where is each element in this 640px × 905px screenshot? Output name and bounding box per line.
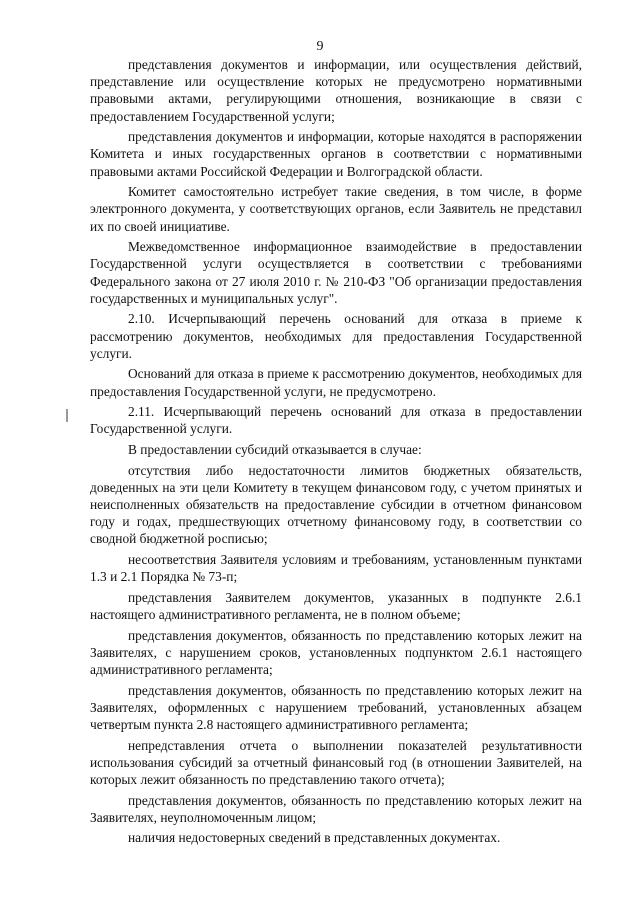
- paragraph-2: представления документов и информации, которые находятся в распоряжении Комитета и иных государственных органов в соответствии с нормативными правовыми актами Российской Федерации и Волгоградской области.: [90, 129, 582, 179]
- list-item-6: непредставления отчета о выполнении показателей результативности использования субсидий за отчетный финансовый год (в отношении Заявителей, на которых лежит обязанность по представлению такого отчета);: [90, 737, 582, 787]
- paragraph-3: Комитет самостоятельно истребует такие сведения, в том числе, в форме электронного документа, у соответствующих органов, если Заявитель не представил их по своей инициативе.: [90, 184, 582, 234]
- margin-mark: [66, 409, 68, 422]
- list-item-1: отсутствия либо недостаточности лимитов бюджетных обязательств, доведенных на эти цели Комитету в текущем финансовом году, с учетом принятых и неисполненных обязательств на предоставление субсидии в отчетном финансовом году и годах, предшествующих отчетному финансовому году, в соответствии со сводной бюджетной росписью;: [90, 462, 582, 547]
- paragraph-4: Межведомственное информационное взаимодействие в предоставлении Государственной услуги осуществляется в соответствии с требованиями Федерального закона от 27 июля 2010 г. № 210-ФЗ "Об организации предоставления государственных и муниципальных услуг".: [90, 239, 582, 306]
- list-item-5: представления документов, обязанность по представлению которых лежит на Заявителях, оформленных с нарушением требований, установленных абзацем четвертым пункта 2.8 настоящего административного регламента;: [90, 682, 582, 732]
- paragraph-8: В предоставлении субсидий отказывается в случае:: [128, 442, 422, 457]
- section-2-11-heading: 2.11. Исчерпывающий перечень оснований для отказа в предоставлении Государственной услуги.: [90, 404, 582, 437]
- paragraph-6: Оснований для отказа в приеме к рассмотрению документов, необходимых для предоставления Государственной услуги, не предусмотрено.: [90, 366, 582, 399]
- section-2-10-heading: 2.10. Исчерпывающий перечень оснований для отказа в приеме к рассмотрению документов, необходимых для предоставления Государственной услуги.: [90, 311, 582, 361]
- list-item-2: несоответствия Заявителя условиям и требованиям, установленным пунктами 1.3 и 2.1 Порядка № 73-п;: [90, 552, 582, 585]
- list-item-4: представления документов, обязанность по представлению которых лежит на Заявителях, с нарушением сроков, установленных подпунктом 2.6.1 настоящего административного регламента;: [90, 627, 582, 677]
- paragraph-1: представления документов и информации, или осуществления действий, представление или осуществление которых не предусмотрено нормативными правовыми актами, регулирующими отношения, возникающие в связи с предоставлением Государственной услуги;: [90, 57, 582, 124]
- document-body: [90, 56, 582, 850]
- list-item-7: представления документов, обязанность по представлению которых лежит на Заявителях, неуполномоченным лицом;: [90, 792, 582, 825]
- page-number: 9: [316, 39, 324, 54]
- list-item-3: представления Заявителем документов, указанных в подпункте 2.6.1 настоящего административного регламента, не в полном объеме;: [90, 589, 582, 622]
- list-item-8: наличия недостоверных сведений в представленных документах.: [128, 830, 501, 846]
